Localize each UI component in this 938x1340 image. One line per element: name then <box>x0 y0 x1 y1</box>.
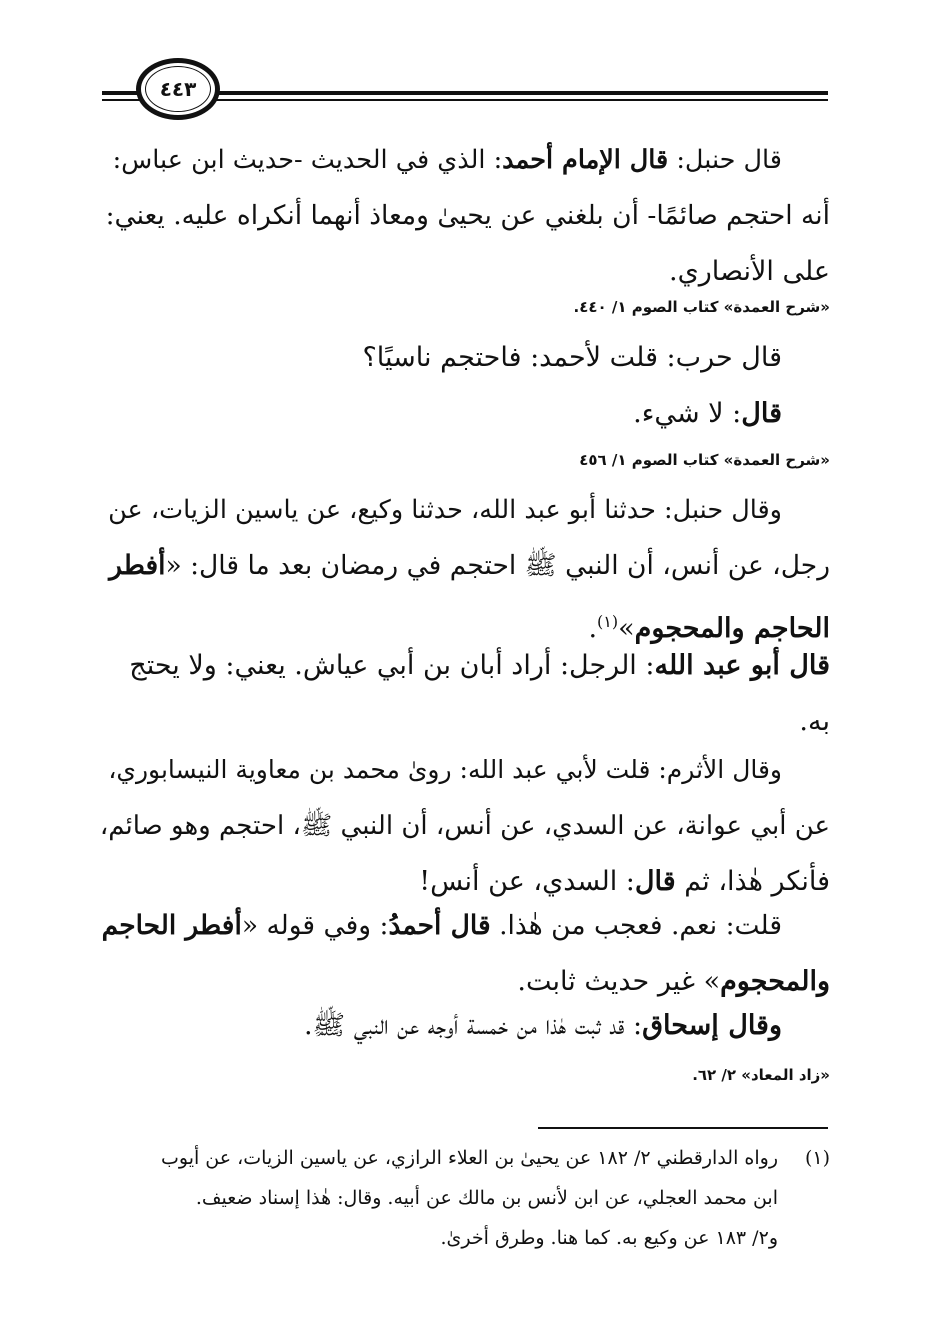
text-run: . <box>588 613 598 644</box>
footnote-number: (١) <box>804 1147 830 1169</box>
page-number-badge <box>136 58 220 120</box>
text-line: قال حرب: قلت لأحمد: فاحتجم ناسيًا؟ <box>362 342 782 373</box>
paragraph-hanbal-1 <box>100 132 830 300</box>
hadith-text: أفطر الحاجم <box>101 910 242 941</box>
paragraph-harb <box>100 330 830 442</box>
footnote-line: ابن محمد العجلي، عن ابن لأنس بن مالك عن أبيه. وقال: هٰذا إسناد ضعيف. <box>195 1187 778 1209</box>
paragraph-athram <box>100 742 830 910</box>
text-line <box>100 998 830 1054</box>
text-run: : السدي، عن أنس! <box>419 866 635 897</box>
source-citation: «زاد المعاد» ٢/ ٦٢. <box>692 1066 830 1084</box>
text-line <box>100 538 830 594</box>
speaker-name: قال <box>634 866 676 897</box>
text-line: عن أبي عوانة، عن السدي، عن أنس، أن النبي ﷺ، احتجم وهو صائم، <box>99 811 830 841</box>
paragraph-ahmad <box>100 898 830 1010</box>
text-run: قال حنبل: <box>668 145 782 175</box>
text-run: : الرجل: أراد أبان بن أبي عياش. يعني: ولا يحتج <box>129 650 655 681</box>
source-citation-3 <box>100 1064 830 1086</box>
speaker-name: قال الإمام أحمد <box>502 145 669 175</box>
text-run: » غير حديث ثابت. <box>517 966 721 997</box>
text-run: » <box>618 613 635 644</box>
hadith-text: والمحجوم <box>720 966 830 997</box>
page-number: ٤٤٣ <box>145 66 211 112</box>
text-run: : قد ثبت هٰذا من خمسة أوجه عن النبي ﷺ. <box>303 1010 643 1041</box>
footnote-line <box>100 1138 830 1178</box>
source-citation: «شرح العمدة» كتاب الصوم ١/ ٤٤٠. <box>573 298 830 316</box>
text-run: رجل، عن أنس، أن النبي ﷺ احتجم في رمضان بعد ما قال: « <box>165 550 830 581</box>
footnotes <box>100 1138 830 1258</box>
source-citation-1 <box>100 296 830 318</box>
text-line <box>100 386 830 442</box>
text-line <box>100 132 830 188</box>
text-line <box>100 898 830 954</box>
hadith-text: الحاجم والمحجوم <box>634 613 830 644</box>
text-line: وقال حنبل: حدثنا أبو عبد الله، حدثنا وكيع، عن ياسين الزيات، عن <box>108 495 782 525</box>
paragraph-ishaq <box>100 998 830 1054</box>
footnote-marker[interactable]: (١) <box>597 612 619 631</box>
source-citation-2 <box>100 449 830 471</box>
paragraph-abu-abdullah <box>100 638 830 750</box>
text-line: أنه احتجم صائمًا- أن بلغني عن يحيىٰ ومعاذ أنهما أنكراه عليه. يعني: <box>105 200 830 231</box>
text-run: : وفي قوله « <box>241 910 389 941</box>
text-line <box>100 638 830 694</box>
text-run: : الذي في الحديث -حديث ابن عباس: <box>112 145 503 175</box>
footnote-line: و٢/ ١٨٣ عن وكيع به. كما هنا. وطرق أخرىٰ. <box>440 1227 778 1249</box>
speaker-name: قال <box>741 398 782 429</box>
footnote-separator <box>538 1127 828 1129</box>
hadith-text: أفطر <box>109 550 166 581</box>
text-line: به. <box>799 706 830 737</box>
paragraph-hanbal-2 <box>100 482 830 657</box>
speaker-name: قال أبو عبد الله <box>654 650 830 681</box>
text-run: قلت: نعم. فعجب من هٰذا. <box>490 910 782 941</box>
text-line: على الأنصاري. <box>669 256 830 287</box>
source-citation: «شرح العمدة» كتاب الصوم ١/ ٤٥٦ <box>579 451 830 469</box>
speaker-name: وقال إسحاق <box>642 1010 782 1041</box>
footnote-text: رواه الدارقطني ٢/ ١٨٢ عن يحيىٰ بن العلاء الرازي، عن ياسين الزيات، عن أيوب <box>161 1147 778 1169</box>
text-run: فأنكر هٰذا، ثم <box>675 866 830 897</box>
text-run: : لا شيء. <box>633 398 742 429</box>
speaker-name: قال أحمدُ <box>388 910 491 941</box>
text-line: وقال الأثرم: قلت لأبي عبد الله: روىٰ محمد بن معاوية النيسابوري، <box>108 755 782 784</box>
